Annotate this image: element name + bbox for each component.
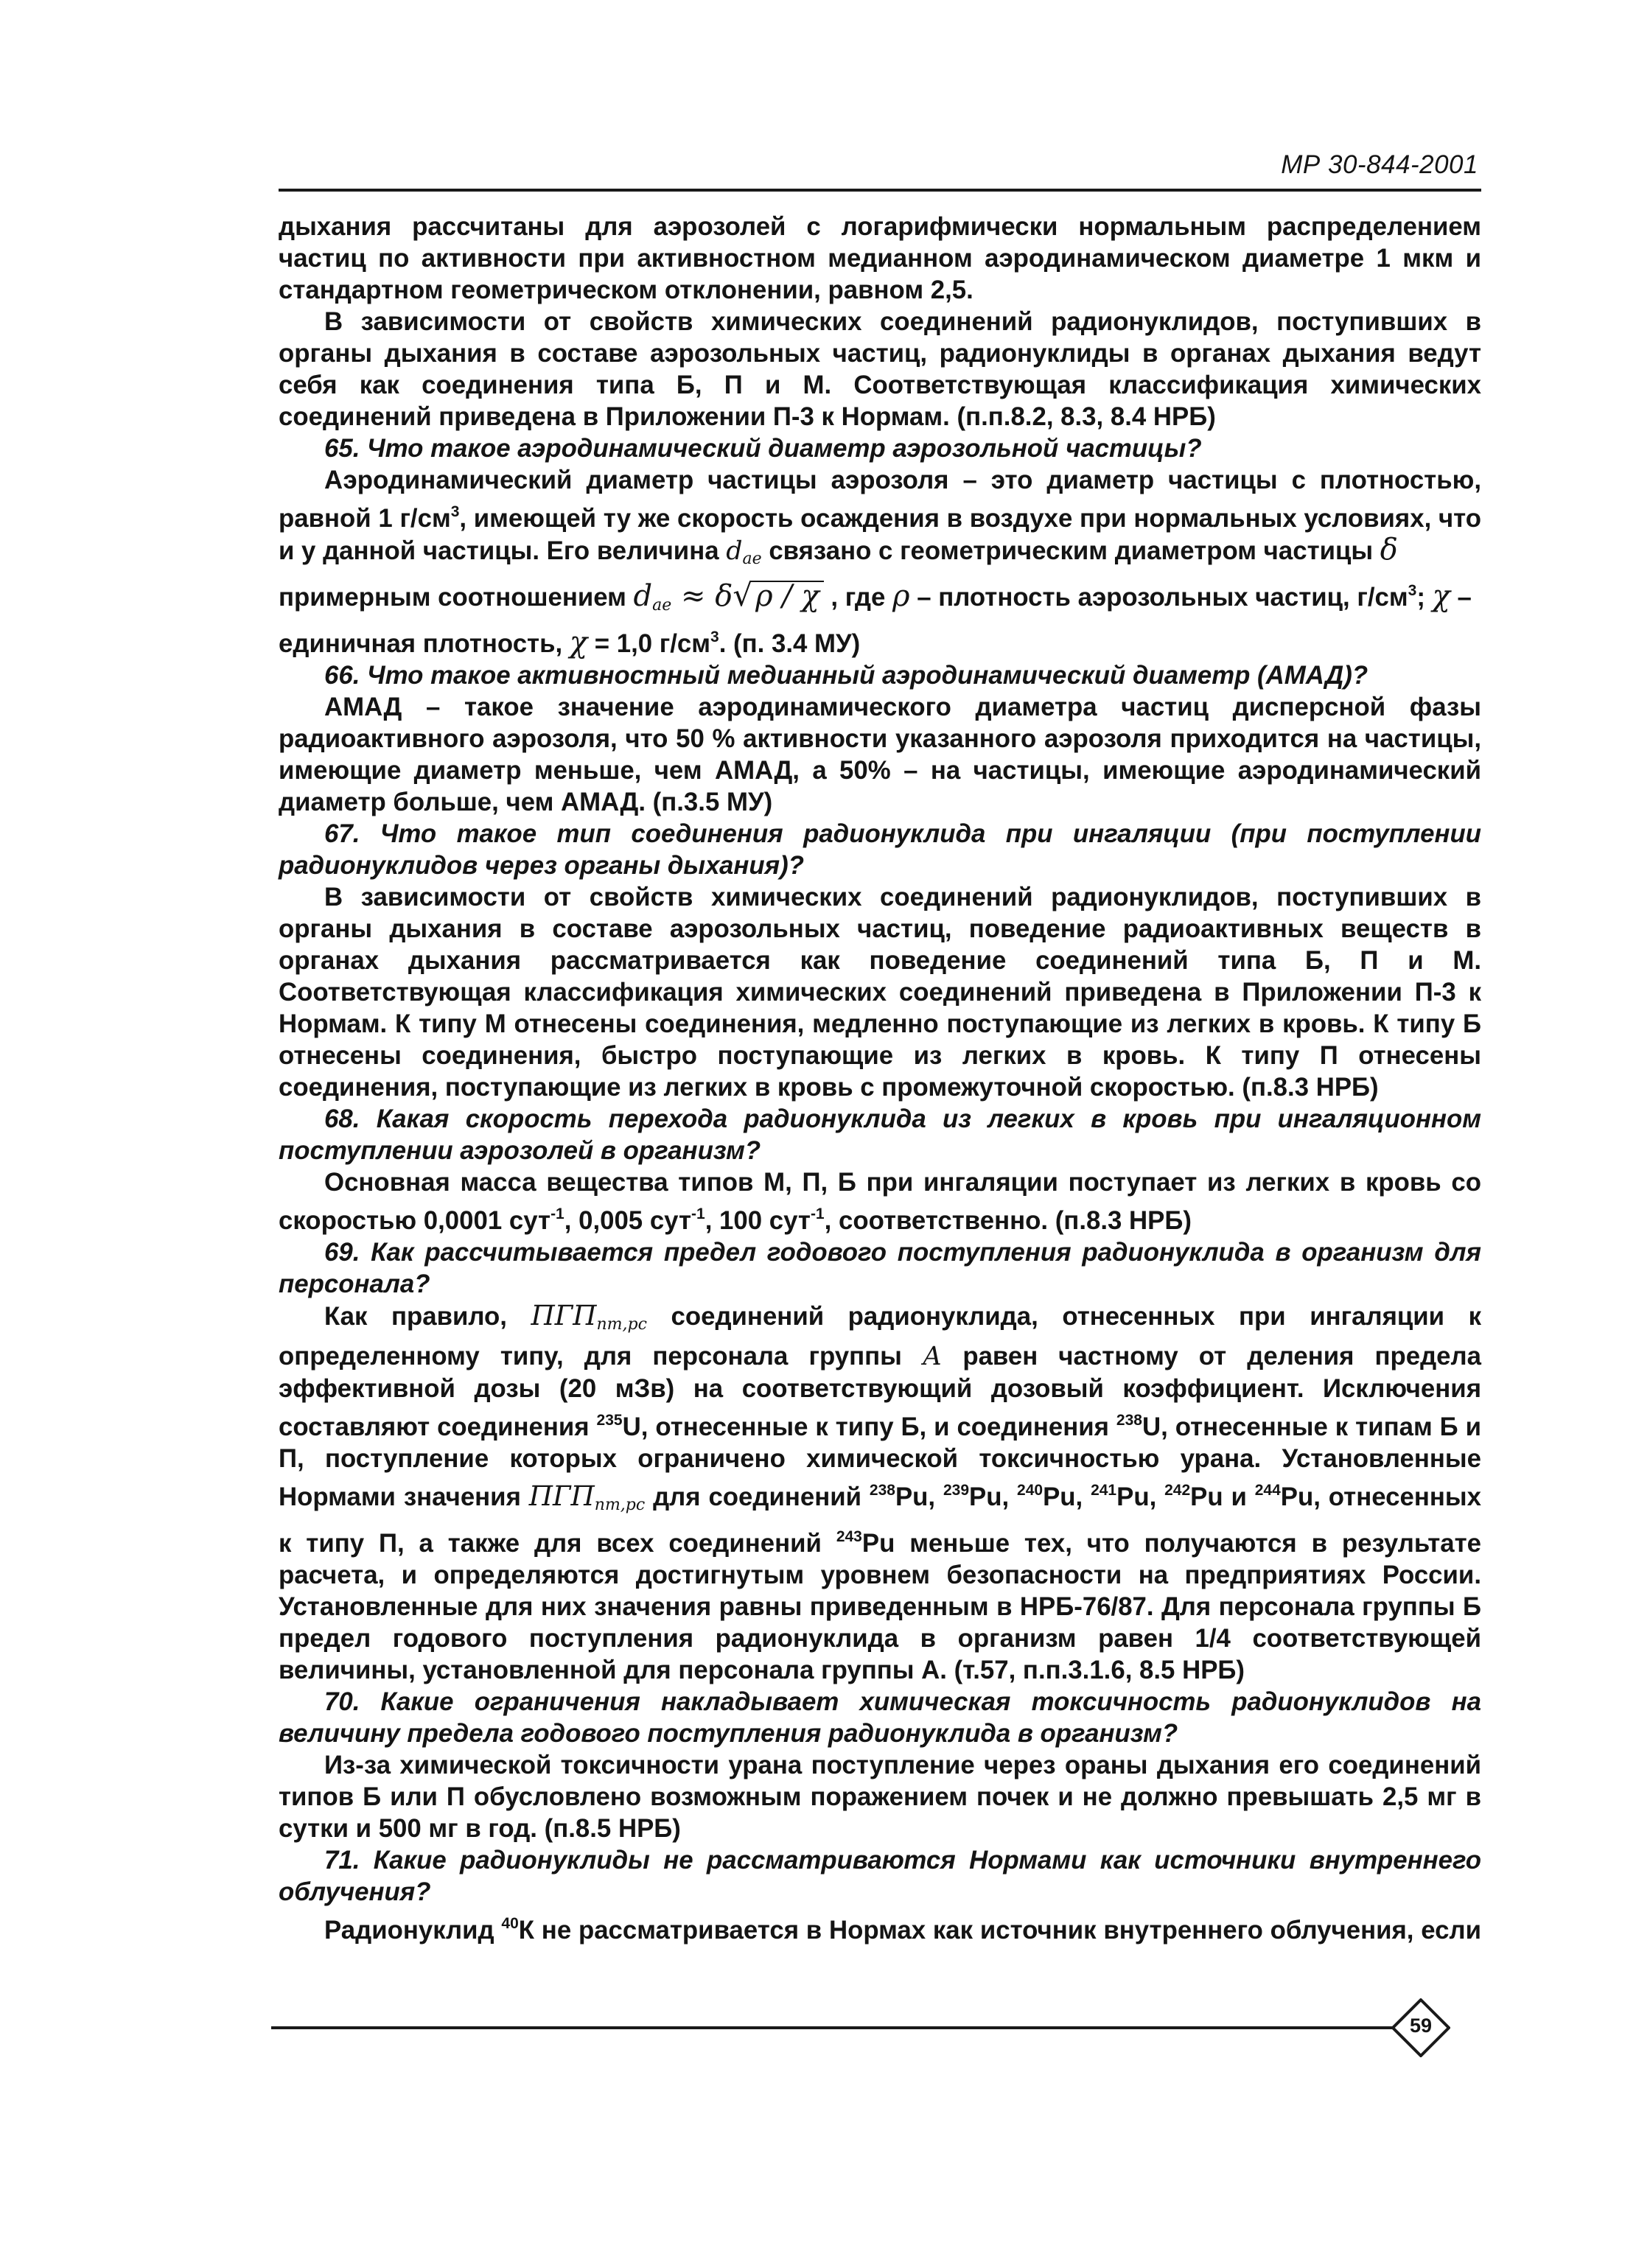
question-70: 70. Какие ограничения накладывает химическая токсичность радионуклидов на величину предела годового поступления радионуклида в организм? (279, 1687, 1481, 1748)
answer-70: Из-за химической токсичности урана поступление через ораны дыхания его соединений типов Б или П обусловлено возможным поражением почек и не должно превышать 2,5 мг в сутки и 500 мг в год. (п.8.5 НРБ) (279, 1751, 1481, 1843)
sqrt-argument: ρ / χ (752, 581, 824, 610)
page-body (279, 211, 1481, 1946)
question-71: 71. Какие радионуклиды не рассматриваются Нормами как источники внутреннего облучения? (279, 1846, 1481, 1906)
page-header (279, 146, 1481, 192)
formula-line: примерным соотношением $d_{ae} \approx \delta√$ ρ / χ , где ρ – плотность аэрозольных частиц, $г/см^3$; χ – (279, 577, 1472, 615)
page-number: 59 (1409, 2015, 1433, 2037)
answer-67: В зависимости от свойств химических соединений радионуклидов, поступивших в органы дыхания в составе аэрозольных частиц, поведение радиоактивных веществ в органах дыхания рассматривается как поведение соединений типа Б, П и М. Соответствующая классификация химических соединений приведена в Приложении П-3 к Нормам. К типу М отнесены соединения, медленно поступающие из легких в кровь. К типу Б отнесены соединения, быстро поступающие из легких в кровь. К типу П отнесены соединения, поступающие из легких в кровь с промежуточной скоростью. (п.8.3 НРБ) (279, 883, 1481, 1102)
paragraph: единичная плотность, χ = 1,0 $г/см^3$. (п. 3.4 МУ) (279, 626, 861, 659)
answer-65: Аэродинамический диаметр частицы аэрозоля – это диаметр частицы с плотностью, равной 1 $г/см^3$, имеющей ту же скорость осаждения в воздуxе при нормальных условиях, что и у данной частицы. Его величина $d_{ae}$ связано с геометрическим диаметром частицы δ (279, 466, 1481, 568)
answer-71: Радионуклид $^{40}$К не рассматривается в Нормах как источник внутреннего облучения, если (324, 1915, 1481, 1945)
paragraph: дыхания рассчитаны для аэрозолей с логарифмически нормальным распределением частиц по активности при активностном медианном аэродинамическом диаметре 1 мкм и стандартном геометрическом отклонении, равном 2,5. (279, 212, 1481, 304)
page-number-badge (1391, 1998, 1450, 2057)
answer-69: Как правило, $ПГП_{пт,рс}$ соединений радионуклида, отнесенных при ингаляции к определенному типу, для персонала группы А равен частному от деления предела эффективной дозы (20 мЗв) на соответствующий дозовый коэффициент. Исключения составляют соединения $^{235}$U, отнесенные к типу Б, и соединения $^{238}$U, отнесенные к типам Б и П, поступление которых ограничено химической токсичностью урана. Установленные Нормами значения $ПГП_{пт,рс}$ для соединений $^{238}$Pu, $^{239}$Pu, $^{240}$Pu, $^{241}$Pu, $^{242}$Pu и $^{244}$Pu, отнесенных к типу П, а также для всех соединений $^{243}$Pu меньше тех, что получаются в результате расчета, и определяются достигнутым уровнем безопасности на предприятиях России. Установленные для них значения равны приведенным в НРБ-76/87. Для персонала группы Б предел годового поступления радионуклида в организм равен 1/4 соответствующей величины, установленной для персонала группы А. (т.57, п.п.3.1.6, 8.5 НРБ) (279, 1300, 1481, 1684)
footer-rule (271, 2026, 1393, 2029)
question-66: 66. Что такое активностный медианный аэродинамический диаметр (АМАД)? (324, 661, 1368, 690)
paragraph: В зависимости от свойств химических соединений радионуклидов, поступивших в органы дыхания в составе аэрозольных частиц, радионуклиды в органах дыхания ведут себя как соединения типа Б, П и М. Соответствующая классификация химических соединений приведена в Приложении П-3 к Нормам. (п.п.8.2, 8.3, 8.4 НРБ) (279, 307, 1481, 431)
sqrt-symbol: √ (733, 577, 753, 613)
answer-68: Основная масса вещества типов М, П, Б при ингаляции поступает из легких в кровь со скоростью 0,0001 сут$^{-1}$, 0,005 сут$^{-1}$, 100 сут$^{-1}$, соответственно. (п.8.3 НРБ) (279, 1168, 1481, 1235)
question-68: 68. Какая скорость перехода радионуклида из легких в кровь при ингаляционном поступлении аэрозолей в организм? (279, 1105, 1481, 1165)
page-footer (271, 1998, 1486, 2057)
document-code: МР 30-844-2001 (1281, 150, 1478, 179)
question-69: 69. Как рассчитывается предел годового поступления радионуклида в организм для персонала? (279, 1238, 1481, 1298)
question-65: 65. Что такое аэродинамический диаметр аэрозольной частицы? (324, 434, 1202, 463)
question-67: 67. Что такое тип соединения радионуклида при ингаляции (при поступлении радионуклидов через органы дыхания)? (279, 819, 1481, 880)
answer-66: АМАД – такое значение аэродинамического диаметра частиц дисперсной фазы радиоактивного аэрозоля, что 50 % активности указанного аэрозоля приходится на частицы, имеющие диаметр меньше, чем АМАД, а 50% – на частицы, имеющие аэродинамический диаметр больше, чем АМАД. (п.3.5 МУ) (279, 693, 1481, 816)
